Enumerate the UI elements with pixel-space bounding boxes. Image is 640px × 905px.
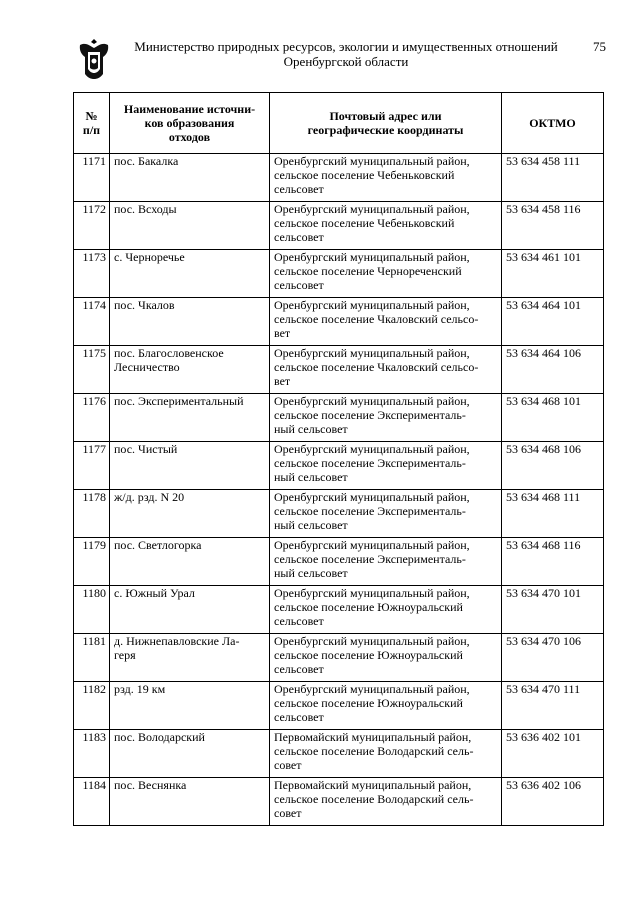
table-row bbox=[74, 634, 604, 682]
source-name: пос. Светлогорка bbox=[110, 538, 270, 586]
source-name: рзд. 19 км bbox=[110, 682, 270, 730]
postal-address: Оренбургский муниципальный район, сельское поселение Южноуральский сельсовет bbox=[270, 586, 502, 634]
ministry-name-line2: Оренбургской области bbox=[283, 54, 409, 69]
oktmo-code: 53 634 468 116 bbox=[502, 538, 604, 586]
oktmo-code: 53 636 402 106 bbox=[502, 778, 604, 826]
row-number: 1178 bbox=[74, 490, 110, 538]
postal-address: Оренбургский муниципальный район, сельское поселение Чебеньковский сельсовет bbox=[270, 202, 502, 250]
source-name: пос. Бакалка bbox=[110, 154, 270, 202]
row-number: 1175 bbox=[74, 346, 110, 394]
table-row bbox=[74, 730, 604, 778]
source-name: пос. Экспериментальный bbox=[110, 394, 270, 442]
postal-address: Оренбургский муниципальный район, сельское поселение Южноуральский сельсовет bbox=[270, 682, 502, 730]
postal-address: Оренбургский муниципальный район, сельское поселение Чкаловский сельсо- вет bbox=[270, 346, 502, 394]
oktmo-code: 53 634 461 101 bbox=[502, 250, 604, 298]
oktmo-code: 53 634 458 111 bbox=[502, 154, 604, 202]
row-number: 1176 bbox=[74, 394, 110, 442]
oktmo-code: 53 634 468 106 bbox=[502, 442, 604, 490]
ministry-name-line1: Министерство природных ресурсов, экологии и имущественных отношений bbox=[134, 39, 558, 54]
postal-address: Оренбургский муниципальный район, сельское поселение Чернореченский сельсовет bbox=[270, 250, 502, 298]
oktmo-code: 53 634 468 111 bbox=[502, 490, 604, 538]
source-name: с. Черноречье bbox=[110, 250, 270, 298]
table-row bbox=[74, 250, 604, 298]
oktmo-code: 53 634 464 106 bbox=[502, 346, 604, 394]
source-name: с. Южный Урал bbox=[110, 586, 270, 634]
table-row bbox=[74, 490, 604, 538]
table-row bbox=[74, 538, 604, 586]
row-number: 1183 bbox=[74, 730, 110, 778]
postal-address: Оренбургский муниципальный район, сельское поселение Эксперименталь- ный сельсовет bbox=[270, 538, 502, 586]
header-source-name: Наименование источни- ков образования отходов bbox=[110, 93, 270, 154]
table-row bbox=[74, 394, 604, 442]
oktmo-code: 53 634 470 106 bbox=[502, 634, 604, 682]
oktmo-code: 53 636 402 101 bbox=[502, 730, 604, 778]
row-number: 1172 bbox=[74, 202, 110, 250]
row-number: 1182 bbox=[74, 682, 110, 730]
oktmo-code: 53 634 458 116 bbox=[502, 202, 604, 250]
source-name: пос. Чистый bbox=[110, 442, 270, 490]
table-row bbox=[74, 202, 604, 250]
header-num: № п/п bbox=[74, 93, 110, 154]
table-row bbox=[74, 154, 604, 202]
oktmo-code: 53 634 468 101 bbox=[502, 394, 604, 442]
page-number: 75 bbox=[593, 39, 606, 54]
source-name: пос. Благословенское Лесничество bbox=[110, 346, 270, 394]
waste-sources-table bbox=[73, 92, 604, 826]
table-row bbox=[74, 346, 604, 394]
table-row bbox=[74, 778, 604, 826]
postal-address: Оренбургский муниципальный район, сельское поселение Чебеньковский сельсовет bbox=[270, 154, 502, 202]
postal-address: Первомайский муниципальный район, сельское поселение Володарский сель- совет bbox=[270, 778, 502, 826]
row-number: 1177 bbox=[74, 442, 110, 490]
row-number: 1179 bbox=[74, 538, 110, 586]
postal-address: Оренбургский муниципальный район, сельское поселение Чкаловский сельсо- вет bbox=[270, 298, 502, 346]
table-header-row bbox=[74, 93, 604, 154]
postal-address: Первомайский муниципальный район, сельское поселение Володарский сель- совет bbox=[270, 730, 502, 778]
oktmo-code: 53 634 464 101 bbox=[502, 298, 604, 346]
header-oktmo: ОКТМО bbox=[502, 93, 604, 154]
table-row bbox=[74, 586, 604, 634]
postal-address: Оренбургский муниципальный район, сельское поселение Эксперименталь- ный сельсовет bbox=[270, 490, 502, 538]
row-number: 1171 bbox=[74, 154, 110, 202]
postal-address: Оренбургский муниципальный район, сельское поселение Южноуральский сельсовет bbox=[270, 634, 502, 682]
row-number: 1181 bbox=[74, 634, 110, 682]
source-name: пос. Всходы bbox=[110, 202, 270, 250]
source-name: пос. Веснянка bbox=[110, 778, 270, 826]
postal-address: Оренбургский муниципальный район, сельское поселение Эксперименталь- ный сельсовет bbox=[270, 442, 502, 490]
source-name: ж/д. рзд. N 20 bbox=[110, 490, 270, 538]
header-address: Почтовый адрес или географические координаты bbox=[270, 93, 502, 154]
postal-address: Оренбургский муниципальный район, сельское поселение Эксперименталь- ный сельсовет bbox=[270, 394, 502, 442]
table-row bbox=[74, 682, 604, 730]
row-number: 1180 bbox=[74, 586, 110, 634]
table-row bbox=[74, 442, 604, 490]
source-name: пос. Володарский bbox=[110, 730, 270, 778]
oktmo-code: 53 634 470 101 bbox=[502, 586, 604, 634]
source-name: пос. Чкалов bbox=[110, 298, 270, 346]
row-number: 1184 bbox=[74, 778, 110, 826]
source-name: д. Нижнепавловские Ла- геря bbox=[110, 634, 270, 682]
table-row bbox=[74, 298, 604, 346]
oktmo-code: 53 634 470 111 bbox=[502, 682, 604, 730]
row-number: 1173 bbox=[74, 250, 110, 298]
coat-of-arms-icon bbox=[76, 36, 112, 80]
row-number: 1174 bbox=[74, 298, 110, 346]
